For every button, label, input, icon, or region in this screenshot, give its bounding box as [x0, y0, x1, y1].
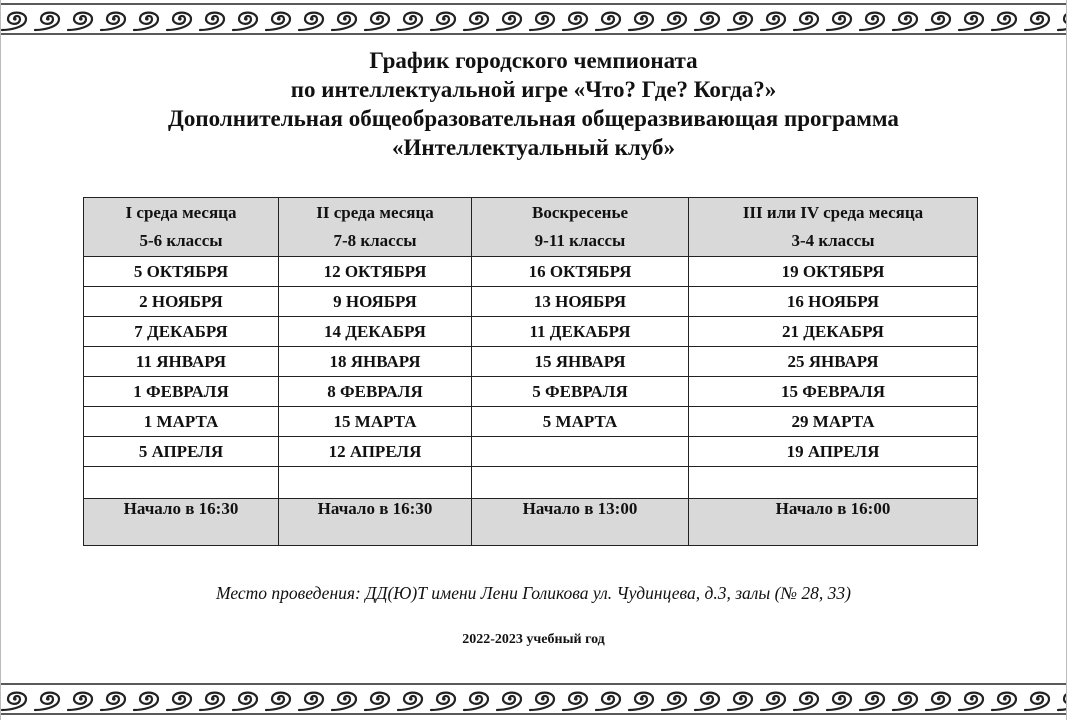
- table-cell: 19 АПРЕЛЯ: [689, 437, 978, 467]
- table-cell: 18 ЯНВАРЯ: [279, 347, 472, 377]
- spiral-center-dot: [277, 17, 280, 20]
- table-cell: 8 ФЕВРАЛЯ: [279, 377, 472, 407]
- spiral-ornament: [992, 693, 1016, 710]
- venue-line: Место проведения: ДД(Ю)Т имени Лени Голикова ул. Чудинцева, д.3, залы (№ 28, 33): [216, 583, 851, 603]
- table-row: [84, 317, 978, 347]
- spiral-center-dot: [673, 697, 676, 700]
- spiral-ornament: [662, 13, 686, 30]
- spiral-ornament: [926, 693, 950, 710]
- spiral-center-dot: [112, 697, 115, 700]
- spiral-ornament: [860, 13, 884, 30]
- table-row: [84, 407, 978, 437]
- spiral-ornament: [497, 13, 521, 30]
- spiral-ornament: [68, 693, 92, 710]
- spiral-center-dot: [475, 697, 478, 700]
- spiral-center-dot: [13, 697, 16, 700]
- table-cell: [84, 467, 279, 499]
- spiral-ornament: [992, 13, 1016, 30]
- table-row: [84, 287, 978, 317]
- table-cell: 15 ЯНВАРЯ: [472, 347, 689, 377]
- spiral-ornament: [266, 13, 290, 30]
- table-cell: 13 НОЯБРЯ: [472, 287, 689, 317]
- table-cell: [472, 437, 689, 467]
- spiral-ornament: [200, 13, 224, 30]
- column-header-grades: 9-11 классы: [534, 231, 626, 250]
- spiral-center-dot: [607, 697, 610, 700]
- document-title: [0, 46, 1067, 162]
- spiral-center-dot: [79, 17, 82, 20]
- spiral-center-dot: [805, 17, 808, 20]
- column-header-grades: 5-6 классы: [139, 231, 223, 250]
- spiral-ornament: [1025, 693, 1049, 710]
- title-line-2: по интеллектуальной игре «Что? Где? Когда?»: [290, 77, 777, 102]
- schedule-table: [83, 197, 978, 546]
- spiral-center-dot: [244, 697, 247, 700]
- table-footer-row: [84, 499, 978, 546]
- spiral-ornament: [596, 13, 620, 30]
- spiral-center-dot: [640, 697, 643, 700]
- spiral-ornament: [728, 13, 752, 30]
- spiral-center-dot: [376, 697, 379, 700]
- spiral-ornament: [68, 13, 92, 30]
- ornamental-border-bottom: [0, 680, 1067, 718]
- spiral-ornament: [233, 693, 257, 710]
- spiral-center-dot: [574, 697, 577, 700]
- spiral-center-dot: [739, 697, 742, 700]
- spiral-ornament: [695, 693, 719, 710]
- spiral-center-dot: [871, 17, 874, 20]
- column-header-day: Воскресенье: [531, 203, 628, 222]
- spiral-center-dot: [343, 697, 346, 700]
- table-cell: 5 МАРТА: [472, 407, 689, 437]
- table-cell: 21 ДЕКАБРЯ: [689, 317, 978, 347]
- spiral-ornament: [101, 693, 125, 710]
- spiral-ornament: [530, 13, 554, 30]
- spiral-center-dot: [838, 17, 841, 20]
- spiral-ornament: [530, 693, 554, 710]
- table-cell: 1 МАРТА: [84, 407, 279, 437]
- column-header-grades: 7-8 классы: [333, 231, 417, 250]
- spiral-ornament: [464, 693, 488, 710]
- table-cell: 16 ОКТЯБРЯ: [472, 257, 689, 287]
- spiral-center-dot: [343, 17, 346, 20]
- spiral-center-dot: [310, 17, 313, 20]
- spiral-ornament: [794, 13, 818, 30]
- start-time-cell: Начало в 16:30: [279, 499, 472, 546]
- spiral-center-dot: [145, 697, 148, 700]
- spiral-center-dot: [937, 697, 940, 700]
- spiral-ornament: [266, 693, 290, 710]
- spiral-center-dot: [706, 697, 709, 700]
- start-time-cell: Начало в 16:30: [84, 499, 279, 546]
- spiral-center-dot: [1036, 697, 1039, 700]
- spiral-ornament: [101, 13, 125, 30]
- spiral-ornament: [596, 693, 620, 710]
- ornamental-border-top: [0, 0, 1067, 38]
- column-header-day: III или IV среда месяца: [742, 203, 924, 222]
- table-header-row: [84, 198, 978, 257]
- spiral-ornament: [299, 13, 323, 30]
- spiral-center-dot: [772, 17, 775, 20]
- spiral-ornament: [200, 693, 224, 710]
- spiral-center-dot: [46, 17, 49, 20]
- spiral-ornament: [959, 13, 983, 30]
- table-cell: [472, 467, 689, 499]
- start-time-cell: Начало в 13:00: [472, 499, 689, 546]
- column-header: [689, 198, 978, 257]
- spiral-ornament: [233, 13, 257, 30]
- spiral-center-dot: [904, 17, 907, 20]
- spiral-center-dot: [772, 697, 775, 700]
- spiral-ornament: [398, 693, 422, 710]
- column-header-day: II среда месяца: [316, 203, 434, 222]
- table-cell: 19 ОКТЯБРЯ: [689, 257, 978, 287]
- spiral-ornament: [332, 693, 356, 710]
- spiral-ornament: [629, 13, 653, 30]
- spiral-center-dot: [442, 17, 445, 20]
- table-cell: [689, 467, 978, 499]
- table-cell: [279, 467, 472, 499]
- spiral-center-dot: [871, 697, 874, 700]
- spiral-ornament: [134, 13, 158, 30]
- spiral-ornament: [893, 693, 917, 710]
- spiral-center-dot: [970, 697, 973, 700]
- spiral-ornament: [761, 13, 785, 30]
- spiral-center-dot: [244, 17, 247, 20]
- spiral-center-dot: [475, 17, 478, 20]
- table-row: [84, 437, 978, 467]
- spiral-center-dot: [211, 17, 214, 20]
- spiral-ornament: [629, 693, 653, 710]
- spiral-center-dot: [541, 17, 544, 20]
- start-time-cell: Начало в 16:00: [689, 499, 978, 546]
- spiral-center-dot: [508, 17, 511, 20]
- spiral-ornament: [167, 693, 191, 710]
- title-line-4: «Интеллектуальный клуб»: [392, 135, 675, 160]
- spiral-ornament: [332, 13, 356, 30]
- table-cell: 25 ЯНВАРЯ: [689, 347, 978, 377]
- spiral-ornament: [959, 693, 983, 710]
- spiral-ornament: [860, 693, 884, 710]
- spiral-ornament: [365, 13, 389, 30]
- table-row: [84, 347, 978, 377]
- spiral-center-dot: [1036, 17, 1039, 20]
- table-cell: 5 ФЕВРАЛЯ: [472, 377, 689, 407]
- spiral-ornament: [827, 13, 851, 30]
- table-cell: 5 ОКТЯБРЯ: [84, 257, 279, 287]
- spiral-ornament: [134, 693, 158, 710]
- table-row: [84, 257, 978, 287]
- spiral-ornament: [2, 693, 26, 710]
- spiral-ornament: [827, 693, 851, 710]
- spiral-ornament: [35, 13, 59, 30]
- spiral-center-dot: [970, 17, 973, 20]
- spiral-center-dot: [640, 17, 643, 20]
- table-cell: 14 ДЕКАБРЯ: [279, 317, 472, 347]
- spiral-center-dot: [211, 697, 214, 700]
- spiral-center-dot: [805, 697, 808, 700]
- table-cell: 15 ФЕВРАЛЯ: [689, 377, 978, 407]
- spiral-ornament: [365, 693, 389, 710]
- spiral-ornament: [167, 13, 191, 30]
- spiral-center-dot: [673, 17, 676, 20]
- spiral-center-dot: [937, 17, 940, 20]
- spiral-center-dot: [607, 17, 610, 20]
- spiral-ornament: [431, 693, 455, 710]
- spiral-center-dot: [838, 697, 841, 700]
- spiral-ornament: [728, 693, 752, 710]
- spiral-ornament: [464, 13, 488, 30]
- spiral-center-dot: [112, 17, 115, 20]
- spiral-center-dot: [1003, 697, 1006, 700]
- spiral-center-dot: [574, 17, 577, 20]
- spiral-ornament: [35, 693, 59, 710]
- table-cell: 9 НОЯБРЯ: [279, 287, 472, 317]
- table-cell: 15 МАРТА: [279, 407, 472, 437]
- spiral-center-dot: [409, 17, 412, 20]
- table-cell: 16 НОЯБРЯ: [689, 287, 978, 317]
- spiral-center-dot: [376, 17, 379, 20]
- spiral-ornament: [695, 13, 719, 30]
- table-cell: 12 ОКТЯБРЯ: [279, 257, 472, 287]
- spiral-ornament: [398, 13, 422, 30]
- spiral-ornament: [497, 693, 521, 710]
- column-header: [472, 198, 689, 257]
- column-header-day: I среда месяца: [125, 203, 237, 222]
- spiral-ornament: [794, 693, 818, 710]
- spiral-center-dot: [409, 697, 412, 700]
- spiral-center-dot: [178, 17, 181, 20]
- column-header: [84, 198, 279, 257]
- spiral-center-dot: [508, 697, 511, 700]
- table-cell: 11 ЯНВАРЯ: [84, 347, 279, 377]
- table-cell: 11 ДЕКАБРЯ: [472, 317, 689, 347]
- table-cell: 5 АПРЕЛЯ: [84, 437, 279, 467]
- spiral-ornament: [563, 13, 587, 30]
- spiral-center-dot: [178, 697, 181, 700]
- spiral-ornament: [926, 13, 950, 30]
- spiral-ornament: [893, 13, 917, 30]
- spiral-ornament: [431, 13, 455, 30]
- spiral-ornament: [563, 693, 587, 710]
- table-cell: 7 ДЕКАБРЯ: [84, 317, 279, 347]
- spiral-center-dot: [739, 17, 742, 20]
- spiral-center-dot: [13, 17, 16, 20]
- table-cell: 1 ФЕВРАЛЯ: [84, 377, 279, 407]
- spiral-center-dot: [541, 697, 544, 700]
- table-cell: 12 АПРЕЛЯ: [279, 437, 472, 467]
- spiral-center-dot: [904, 697, 907, 700]
- table-row-empty: [84, 467, 978, 499]
- column-header: [279, 198, 472, 257]
- school-year: 2022-2023 учебный год: [462, 632, 605, 647]
- title-line-1: График городского чемпионата: [369, 48, 698, 73]
- table-cell: 29 МАРТА: [689, 407, 978, 437]
- spiral-ornament: [299, 693, 323, 710]
- spiral-center-dot: [277, 697, 280, 700]
- spiral-ornament: [662, 693, 686, 710]
- spiral-center-dot: [310, 697, 313, 700]
- spiral-ornament: [761, 693, 785, 710]
- spiral-ornament: [2, 13, 26, 30]
- spiral-center-dot: [145, 17, 148, 20]
- spiral-center-dot: [442, 697, 445, 700]
- column-header-grades: 3-4 классы: [791, 231, 875, 250]
- table-cell: 2 НОЯБРЯ: [84, 287, 279, 317]
- spiral-center-dot: [1003, 17, 1006, 20]
- spiral-center-dot: [46, 697, 49, 700]
- table-row: [84, 377, 978, 407]
- spiral-center-dot: [706, 17, 709, 20]
- spiral-center-dot: [79, 697, 82, 700]
- spiral-ornament: [1025, 13, 1049, 30]
- title-line-3: Дополнительная общеобразовательная общеразвивающая программа: [168, 106, 899, 131]
